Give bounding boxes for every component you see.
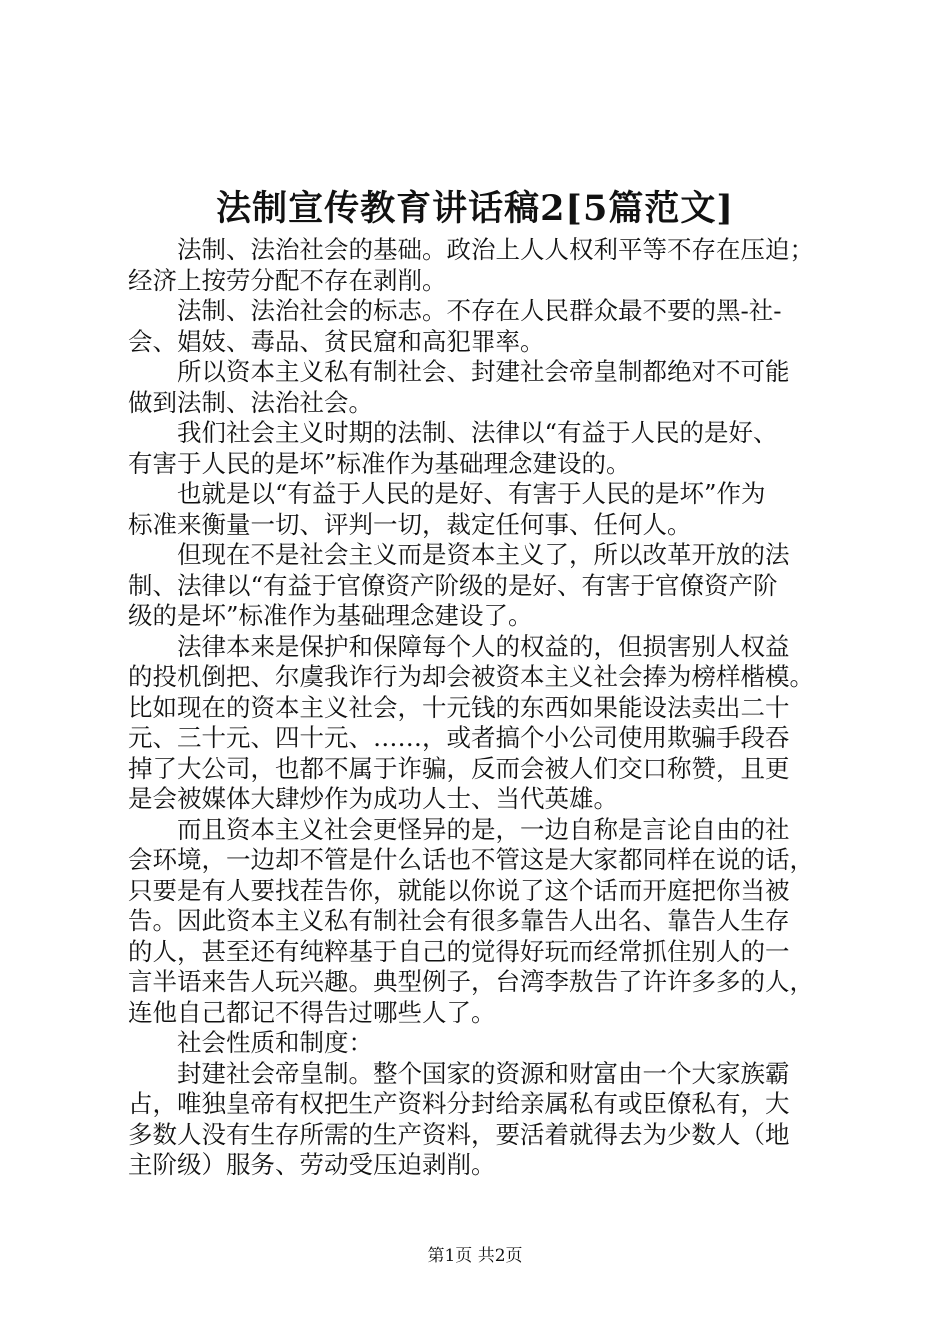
paragraph-line: 但现在不是社会主义而是资本主义了，所以改革开放的法 bbox=[177, 540, 790, 569]
paragraph-line: 主阶级）服务、劳动受压迫剥削。 bbox=[128, 1150, 496, 1179]
paragraph-line: 元、三十元、四十元、……，或者搞个小公司使用欺骗手段吞 bbox=[128, 723, 790, 752]
document-body bbox=[128, 235, 838, 1181]
paragraph bbox=[128, 540, 838, 632]
paragraph-line: 社会性质和制度： bbox=[177, 1028, 373, 1057]
paragraph-line: 连他自己都记不得告过哪些人了。 bbox=[128, 997, 496, 1027]
paragraph-line: 的投机倒把、尔虞我诈行为却会被资本主义社会捧为榜样楷模。 bbox=[128, 662, 814, 691]
paragraph-line: 有害于人民的是坏”标准作为基础理念建设的。 bbox=[128, 448, 631, 478]
paragraph-line: 告。因此资本主义私有制社会有很多靠告人出名、靠告人生存 bbox=[128, 906, 790, 935]
paragraph-line: 法制、法治社会的标志。不存在人民群众最不要的黑-社- bbox=[177, 296, 782, 325]
paragraph bbox=[128, 815, 838, 1029]
paragraph-line: 也就是以“有益于人民的是好、有害于人民的是坏”作为 bbox=[177, 479, 766, 508]
paragraph-line: 是会被媒体大肆炒作为成功人士、当代英雄。 bbox=[128, 784, 618, 813]
paragraph bbox=[128, 235, 838, 296]
paragraph-line: 言半语来告人玩兴趣。典型例子，台湾李敖告了许许多多的人， bbox=[128, 967, 814, 996]
paragraph-line: 而且资本主义社会更怪异的是，一边自称是言论自由的社 bbox=[177, 814, 790, 844]
paragraph bbox=[128, 1059, 838, 1181]
paragraph-line: 掉了大公司，也都不属于诈骗，反而会被人们交口称赞，且更 bbox=[128, 753, 790, 783]
paragraph-line: 级的是坏”标准作为基础理念建设了。 bbox=[128, 601, 533, 630]
paragraph bbox=[128, 479, 838, 540]
page-footer: 第1页 共2页 bbox=[427, 1246, 523, 1266]
paragraph-line: 所以资本主义私有制社会、封建社会帝皇制都绝对不可能 bbox=[177, 357, 790, 386]
paragraph-line: 做到法制、法治社会。 bbox=[128, 387, 373, 417]
paragraph-line: 制、法律以“有益于官僚资产阶级的是好、有害于官僚资产阶 bbox=[128, 570, 778, 600]
paragraph bbox=[128, 296, 838, 357]
paragraph-line: 经济上按劳分配不存在剥削。 bbox=[128, 265, 447, 295]
paragraph-line: 的人，甚至还有纯粹基于自己的觉得好玩而经常抓住别人的一 bbox=[128, 936, 790, 966]
paragraph-line: 只要是有人要找茬告你，就能以你说了这个话而开庭把你当被 bbox=[128, 875, 790, 905]
paragraph bbox=[128, 357, 838, 418]
paragraph-line: 比如现在的资本主义社会，十元钱的东西如果能设法卖出二十 bbox=[128, 692, 790, 722]
paragraph bbox=[128, 632, 838, 815]
paragraph-line: 占，唯独皇帝有权把生产资料分封给亲属私有或臣僚私有，大 bbox=[128, 1089, 790, 1118]
paragraph-line: 封建社会帝皇制。整个国家的资源和财富由一个大家族霸 bbox=[177, 1058, 790, 1088]
paragraph bbox=[128, 1028, 838, 1059]
paragraph-line: 法制、法治社会的基础。政治上人人权利平等不存在压迫； bbox=[177, 235, 814, 264]
paragraph bbox=[128, 418, 838, 479]
paragraph-line: 标准来衡量一切、评判一切，裁定任何事、任何人。 bbox=[128, 509, 692, 539]
paragraph-line: 我们社会主义时期的法制、法律以“有益于人民的是好、 bbox=[177, 418, 778, 447]
paragraph-line: 多数人没有生存所需的生产资料，要活着就得去为少数人（地 bbox=[128, 1119, 790, 1149]
paragraph-line: 会环境，一边却不管是什么话也不管这是大家都同样在说的话， bbox=[128, 845, 814, 874]
paragraph-line: 法律本来是保护和保障每个人的权益的，但损害别人权益 bbox=[177, 631, 790, 661]
document-title: 法制宣传教育讲话稿2[5篇范文] bbox=[216, 188, 734, 229]
paragraph-line: 会、娼妓、毒品、贫民窟和高犯罪率。 bbox=[128, 326, 545, 356]
